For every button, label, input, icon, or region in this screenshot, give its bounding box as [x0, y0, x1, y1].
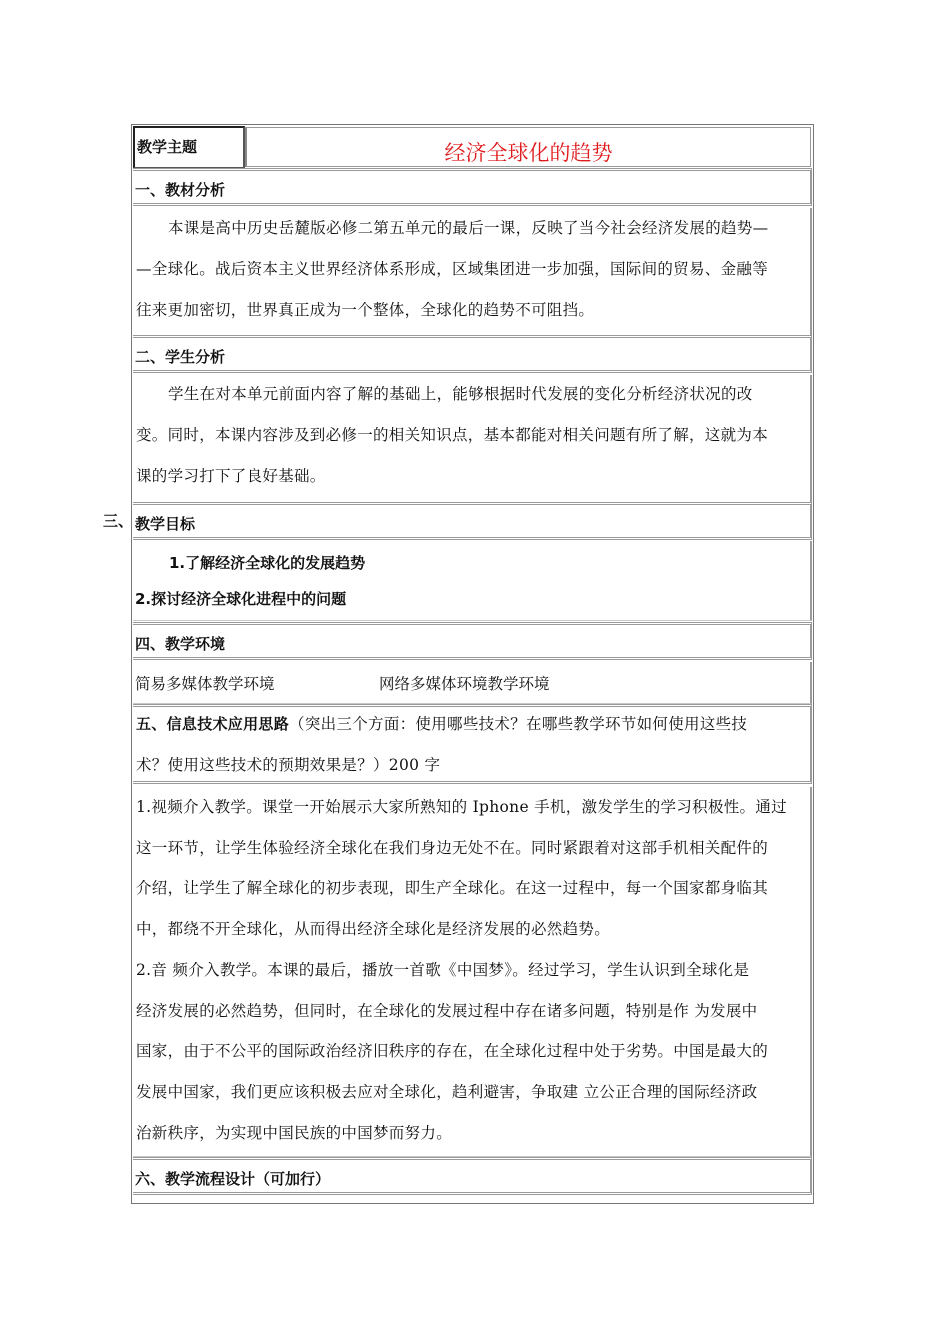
paragraph-line: 往来更加密切，世界真正成为一个整体，全球化的趋势不可阻挡。 — [136, 301, 595, 319]
section-heading: 一、教材分析 — [135, 181, 226, 199]
paragraph-line: 中，都绕不开全球化，从而得出经济全球化是经济发展的必然趋势。 — [136, 920, 611, 939]
section-hint: （突出三个方面：使用哪些技术？在哪些教学环节如何使用这些技 — [289, 715, 748, 733]
lesson-title: 经济全球化的趋势 — [444, 141, 613, 165]
paragraph-line: 课的学习打下了良好基础。 — [136, 467, 326, 485]
section-paragraph — [136, 374, 808, 497]
topic-label-cell — [133, 126, 245, 168]
paragraph-line: —全球化。战后资本主义世界经济体系形成，区域集团进一步加强，国际间的贸易、金融等 — [136, 260, 769, 278]
section-heading: 教学目标 — [135, 515, 196, 533]
paragraph-line: 治新秩序，为实现中国民族的中国梦而努力。 — [136, 1123, 453, 1142]
paragraph-line: 本课是高中历史岳麓版必修二第五单元的最后一课，反映了当今社会经济发展的趋势— — [168, 219, 769, 237]
goal-item: 1.了解经济全球化的发展趋势 — [169, 554, 366, 572]
section-heading-block — [136, 704, 808, 786]
paragraph-line: 学生在对本单元前面内容了解的基础上，能够根据时代发展的变化分析经济状况的改 — [168, 385, 753, 403]
paragraph-line: 这一环节，让学生体验经济全球化在我们身边无处不在。同时紧跟着对这部手机相关配件的 — [136, 838, 769, 857]
topic-label: 教学主题 — [137, 138, 198, 156]
environment-item: 简易多媒体教学环境 — [135, 675, 275, 693]
section-heading: 五、信息技术应用思路 — [136, 715, 290, 733]
section-heading: 六、教学流程设计（可加行） — [135, 1170, 331, 1188]
section-header-row — [133, 502, 812, 540]
section-number: 三、 — [103, 512, 134, 530]
paragraph-line: 经济发展的必然趋势，但同时，在全球化的发展过程中存在诸多问题，特别是作 为发展中 — [136, 1001, 758, 1020]
title-cell — [245, 127, 811, 167]
section-header-row — [133, 1157, 812, 1195]
section-header-row — [133, 168, 812, 206]
section-paragraph — [136, 208, 808, 331]
section-paragraph — [136, 787, 808, 1153]
paragraph-line: 介绍，让学生了解全球化的初步表现，即生产全球化。在这一过程中，每一个国家都身临其 — [136, 879, 769, 898]
paragraph-line: 变。同时，本课内容涉及到必修一的相关知识点，基本都能对相关问题有所了解，这就为本 — [136, 426, 769, 444]
goal-item: 2.探讨经济全球化进程中的问题 — [135, 590, 347, 608]
environment-item: 网络多媒体环境教学环境 — [379, 675, 550, 693]
section-header-row — [133, 622, 812, 660]
section-heading: 四、教学环境 — [135, 635, 226, 653]
section-header-row — [133, 335, 812, 373]
paragraph-line: 发展中国家，我们更应该积极去应对全球化，趋利避害，争取建 立公正合理的国际经济政 — [136, 1082, 758, 1101]
paragraph-line: 2.音 频介入教学。本课的最后，播放一首歌《中国梦》。经过学习，学生认识到全球化是 — [136, 960, 750, 979]
paragraph-line: 国家，由于不公平的国际政治经济旧秩序的存在，在全球化过程中处于劣势。中国是最大的 — [136, 1042, 769, 1061]
section-hint: 术？使用这些技术的预期效果是？）200 字 — [136, 756, 441, 774]
paragraph-line: 1.视频介入教学。课堂一开始展示大家所熟知的 Iphone 手机，激发学生的学习积极性。通过 — [136, 798, 787, 816]
section-heading: 二、学生分析 — [135, 348, 226, 366]
